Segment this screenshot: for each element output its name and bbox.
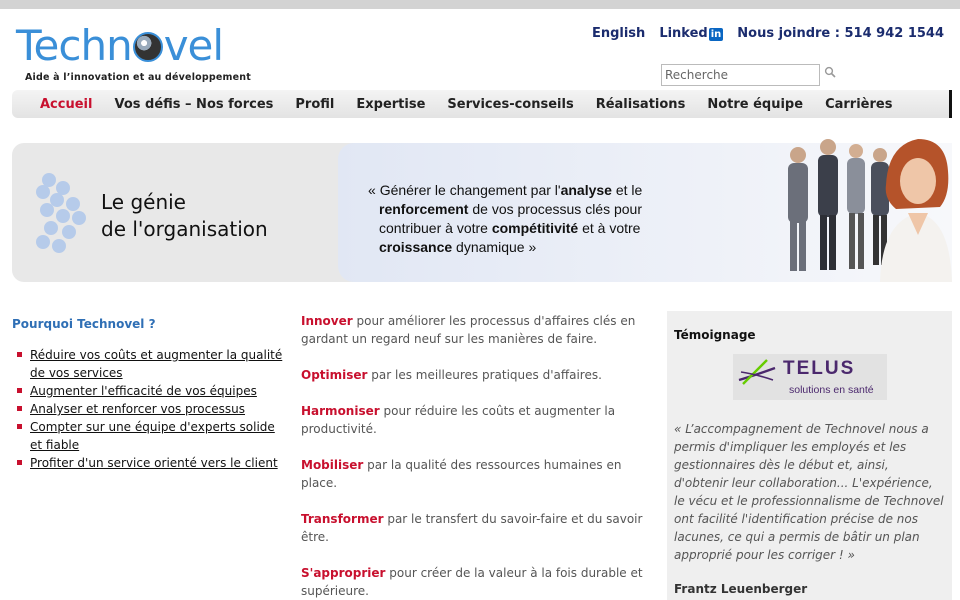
contact-link[interactable]: Nous joindre : 514 942 1544 — [737, 26, 944, 41]
list-item[interactable]: Augmenter l'efficacité de vos équipes — [16, 382, 288, 400]
testimonial-quote: « L’accompagnement de Technovel nous a permis d'impliquer les employés et les gestionnaires dès le début et, ainsi, d'obtenir leur collaboration... L'expérience, le vécu et le professionnalisme de Technovel ont facilité l'identification précise de nos lacunes, ce qui a permis de bâtir un plan approprié pour les corriger ! » — [674, 422, 944, 562]
nav-item-accueil[interactable]: Accueil — [40, 96, 93, 112]
logo-wordmark: Techn vel — [16, 21, 224, 70]
telus-leaf-icon — [737, 358, 777, 388]
team-photo — [768, 125, 952, 282]
why-title: Pourquoi Technovel ? — [12, 317, 156, 331]
nav-item-services[interactable]: Services-conseils — [447, 96, 574, 112]
nav-item-defis[interactable]: Vos défis – Nos forces — [114, 96, 274, 112]
linkedin-link[interactable] — [659, 26, 723, 41]
telus-logo — [733, 354, 887, 400]
testimonial-title: Témoignage — [674, 328, 756, 342]
linkedin-icon: in — [710, 29, 722, 40]
nav-item-equipe[interactable]: Notre équipe — [707, 96, 804, 112]
value-item: Harmoniser pour réduire les coûts et augmenter la productivité. — [301, 404, 616, 436]
top-links — [592, 26, 944, 41]
list-item[interactable]: Profiter d'un service orienté vers le client — [16, 454, 288, 472]
value-item: S'approprier pour créer de la valeur à la fois durable et supérieure. — [301, 566, 643, 598]
why-list — [16, 346, 288, 472]
value-item: Optimiser par les meilleures pratiques d'affaires. — [301, 368, 602, 382]
value-item: Innover pour améliorer les processus d'affaires clés en gardant un regard neuf sur les manières de faire. — [301, 314, 636, 346]
banner-quote: « Générer le changement par l'analyse et le renforcement de vos processus clés pour contribuer à votre compétitivité et à votre croissance dynamique » — [368, 182, 643, 255]
search-input[interactable] — [661, 64, 820, 86]
testimonial-box — [667, 311, 952, 600]
logo-ball-icon — [133, 32, 163, 62]
nav-item-expertise[interactable]: Expertise — [356, 96, 426, 112]
logo-tagline: Aide à l’innovation et au développement — [25, 72, 251, 83]
main-nav — [12, 90, 952, 118]
site-logo[interactable] — [16, 21, 251, 86]
banner-left-panel — [12, 143, 362, 282]
testimonial-author: Frantz Leuenberger — [674, 582, 808, 596]
banner-title: Le génie de l'organisation — [101, 190, 268, 241]
top-strip — [0, 0, 960, 9]
hero-banner — [12, 143, 952, 282]
list-item[interactable]: Analyser et renforcer vos processus — [16, 400, 288, 418]
linkedin-text: Linked — [659, 26, 708, 41]
nav-item-carrieres[interactable]: Carrières — [825, 96, 893, 112]
values-list — [301, 312, 651, 600]
nav-item-profil[interactable]: Profil — [295, 96, 335, 112]
dots-logo-icon — [32, 173, 96, 257]
language-link-english[interactable]: English — [591, 26, 646, 41]
telus-subtitle: solutions en santé — [789, 384, 874, 396]
search-icon[interactable] — [824, 66, 836, 78]
nav-item-realisations[interactable]: Réalisations — [595, 96, 686, 112]
telus-wordmark: TELUS — [783, 358, 856, 379]
value-item: Mobiliser par la qualité des ressources humaines en place. — [301, 458, 622, 490]
list-item[interactable]: Compter sur une équipe d'experts solide et fiable — [16, 418, 288, 454]
value-item: Transformer par le transfert du savoir-faire et du savoir être. — [301, 512, 643, 544]
list-item[interactable]: Réduire vos coûts et augmenter la qualité de vos services — [16, 346, 288, 382]
